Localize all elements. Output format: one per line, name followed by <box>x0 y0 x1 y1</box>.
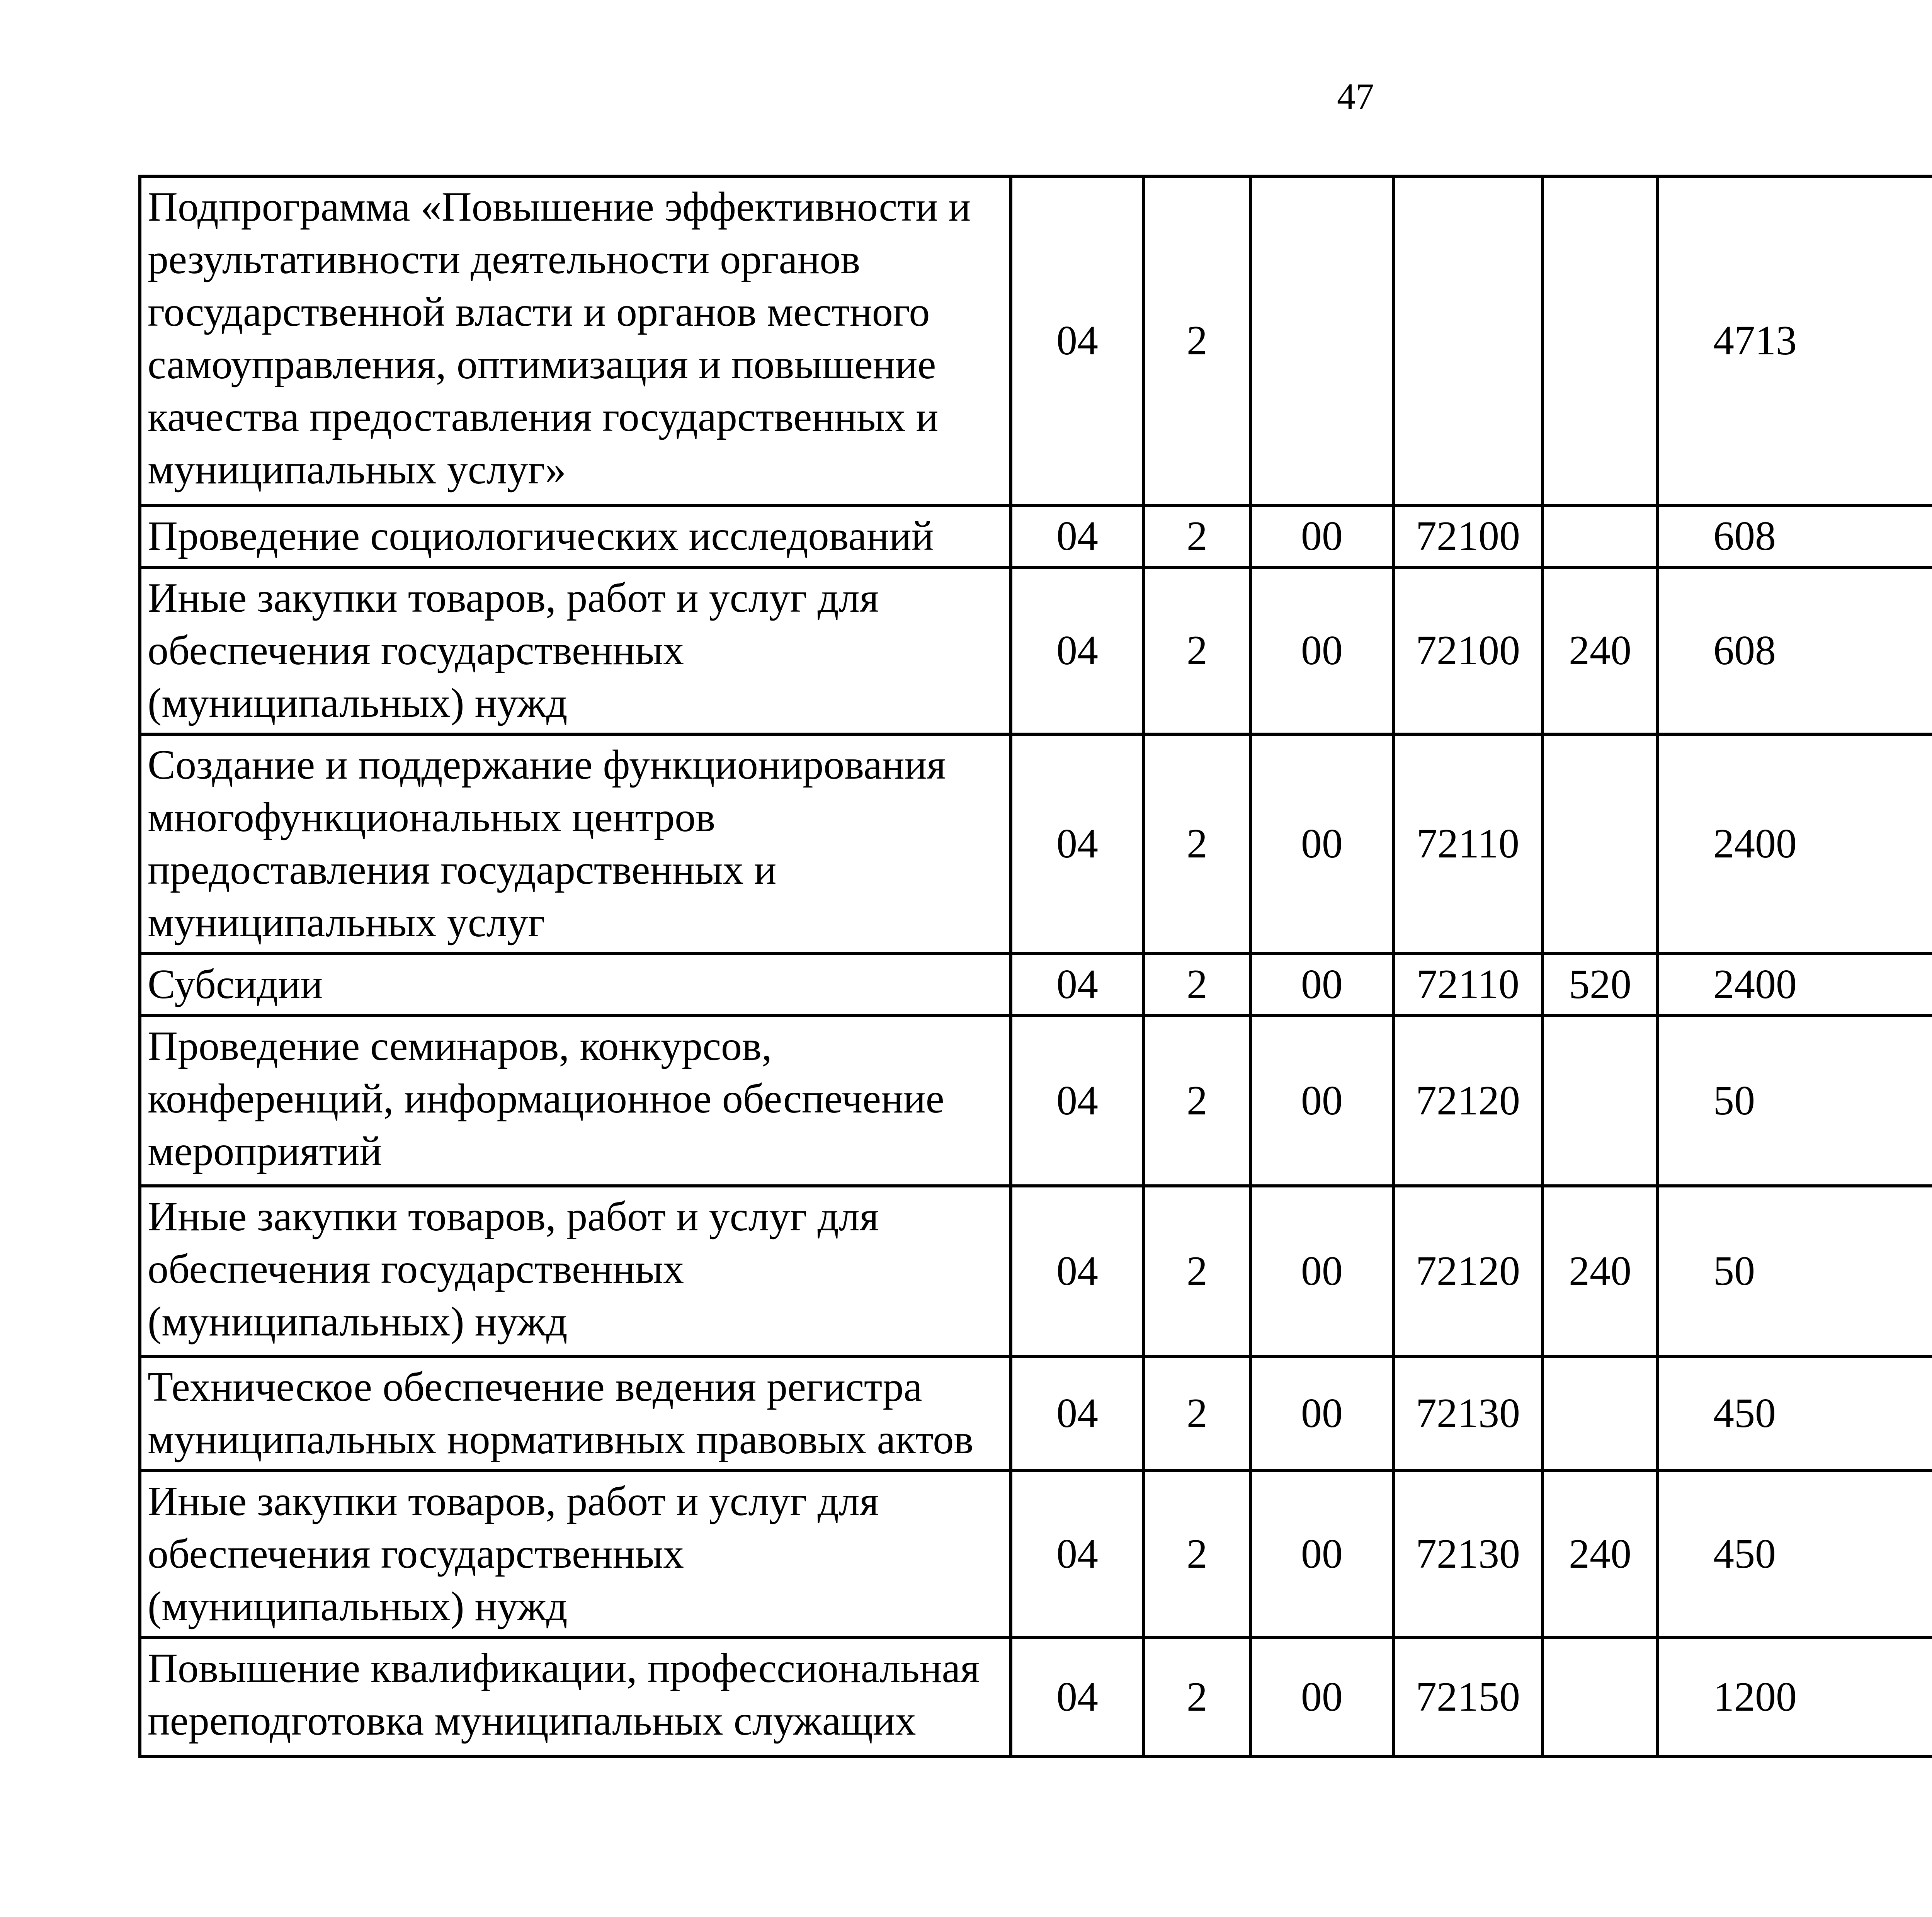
row-name-cell: Подпрограмма «Повышение эффективности и результативности деятельности органов государственной власти и органов местного самоуправления, оптимизация и повышение качества предоставления государственных и муниципальных услуг» <box>140 176 1011 505</box>
program-code-cell: 2 <box>1144 567 1250 734</box>
page-number: 47 <box>1337 76 1374 117</box>
direction-code-cell: 72110 <box>1393 954 1543 1015</box>
section-code-cell: 04 <box>1011 1638 1144 1756</box>
direction-code-cell: 72130 <box>1393 1471 1543 1638</box>
program-code-cell: 2 <box>1144 1471 1250 1638</box>
amount-year1-cell: 50 <box>1658 1186 1932 1356</box>
row-name-cell: Иные закупки товаров, работ и услуг для обеспечения государственных (муниципальных) нужд <box>140 1186 1011 1356</box>
amount-year1-cell: 450 <box>1658 1356 1932 1471</box>
expense-type-cell: 240 <box>1543 567 1658 734</box>
table-row <box>140 1015 1932 1186</box>
section-code-cell: 04 <box>1011 505 1144 567</box>
expense-type-cell: 240 <box>1543 1186 1658 1356</box>
row-name-cell: Субсидии <box>140 954 1011 1015</box>
section-code-cell: 04 <box>1011 1186 1144 1356</box>
row-name-cell: Повышение квалификации, профессиональная переподготовка муниципальных служащих <box>140 1638 1011 1756</box>
expense-type-cell: 520 <box>1543 954 1658 1015</box>
direction-code-cell: 72100 <box>1393 505 1543 567</box>
direction-code-cell: 72130 <box>1393 1356 1543 1471</box>
expense-type-cell <box>1543 1015 1658 1186</box>
section-code-cell: 04 <box>1011 954 1144 1015</box>
row-name-cell: Иные закупки товаров, работ и услуг для обеспечения государственных (муниципальных) нужд <box>140 1471 1011 1638</box>
program-code-cell: 2 <box>1144 954 1250 1015</box>
expense-type-cell: 240 <box>1543 1471 1658 1638</box>
section-code-cell: 04 <box>1011 1015 1144 1186</box>
direction-code-cell <box>1393 176 1543 505</box>
budget-table <box>138 175 1932 1758</box>
amount-year1-cell: 1200 <box>1658 1638 1932 1756</box>
amount-year1-cell: 608 <box>1658 505 1932 567</box>
subprogram-code-cell <box>1250 176 1393 505</box>
amount-year1-cell: 608 <box>1658 567 1932 734</box>
subprogram-code-cell: 00 <box>1250 1471 1393 1638</box>
expense-type-cell <box>1543 1356 1658 1471</box>
subprogram-code-cell: 00 <box>1250 1186 1393 1356</box>
subprogram-code-cell: 00 <box>1250 1356 1393 1471</box>
table-row <box>140 505 1932 567</box>
subprogram-code-cell: 00 <box>1250 954 1393 1015</box>
direction-code-cell: 72120 <box>1393 1015 1543 1186</box>
amount-year1-cell: 2400 <box>1658 734 1932 954</box>
section-code-cell: 04 <box>1011 176 1144 505</box>
row-name-cell: Иные закупки товаров, работ и услуг для обеспечения государственных (муниципальных) нужд <box>140 567 1011 734</box>
section-code-cell: 04 <box>1011 567 1144 734</box>
row-name-cell: Проведение социологических исследований <box>140 505 1011 567</box>
table-body <box>140 176 1932 1756</box>
amount-year1-cell: 2400 <box>1658 954 1932 1015</box>
expense-type-cell <box>1543 505 1658 567</box>
table-row <box>140 176 1932 505</box>
table-row <box>140 734 1932 954</box>
direction-code-cell: 72120 <box>1393 1186 1543 1356</box>
section-code-cell: 04 <box>1011 1471 1144 1638</box>
table-row <box>140 1186 1932 1356</box>
expense-type-cell <box>1543 1638 1658 1756</box>
section-code-cell: 04 <box>1011 734 1144 954</box>
subprogram-code-cell: 00 <box>1250 1638 1393 1756</box>
row-name-cell: Создание и поддержание функционирования многофункциональных центров предоставления государственных и муниципальных услуг <box>140 734 1011 954</box>
section-code-cell: 04 <box>1011 1356 1144 1471</box>
amount-year1-cell: 50 <box>1658 1015 1932 1186</box>
program-code-cell: 2 <box>1144 505 1250 567</box>
subprogram-code-cell: 00 <box>1250 505 1393 567</box>
row-name-cell: Проведение семинаров, конкурсов, конференций, информационное обеспечение мероприятий <box>140 1015 1011 1186</box>
program-code-cell: 2 <box>1144 1638 1250 1756</box>
table-row <box>140 1471 1932 1638</box>
direction-code-cell: 72110 <box>1393 734 1543 954</box>
amount-year1-cell: 450 <box>1658 1471 1932 1638</box>
table-row <box>140 954 1932 1015</box>
subprogram-code-cell: 00 <box>1250 1015 1393 1186</box>
direction-code-cell: 72150 <box>1393 1638 1543 1756</box>
subprogram-code-cell: 00 <box>1250 567 1393 734</box>
program-code-cell: 2 <box>1144 734 1250 954</box>
subprogram-code-cell: 00 <box>1250 734 1393 954</box>
expense-type-cell <box>1543 176 1658 505</box>
program-code-cell: 2 <box>1144 1186 1250 1356</box>
row-name-cell: Техническое обеспечение ведения регистра муниципальных нормативных правовых актов <box>140 1356 1011 1471</box>
expense-type-cell <box>1543 734 1658 954</box>
direction-code-cell: 72100 <box>1393 567 1543 734</box>
program-code-cell: 2 <box>1144 1356 1250 1471</box>
program-code-cell: 2 <box>1144 1015 1250 1186</box>
program-code-cell: 2 <box>1144 176 1250 505</box>
amount-year1-cell: 4713 <box>1658 176 1932 505</box>
table-row <box>140 567 1932 734</box>
table-row <box>140 1638 1932 1756</box>
table-row <box>140 1356 1932 1471</box>
